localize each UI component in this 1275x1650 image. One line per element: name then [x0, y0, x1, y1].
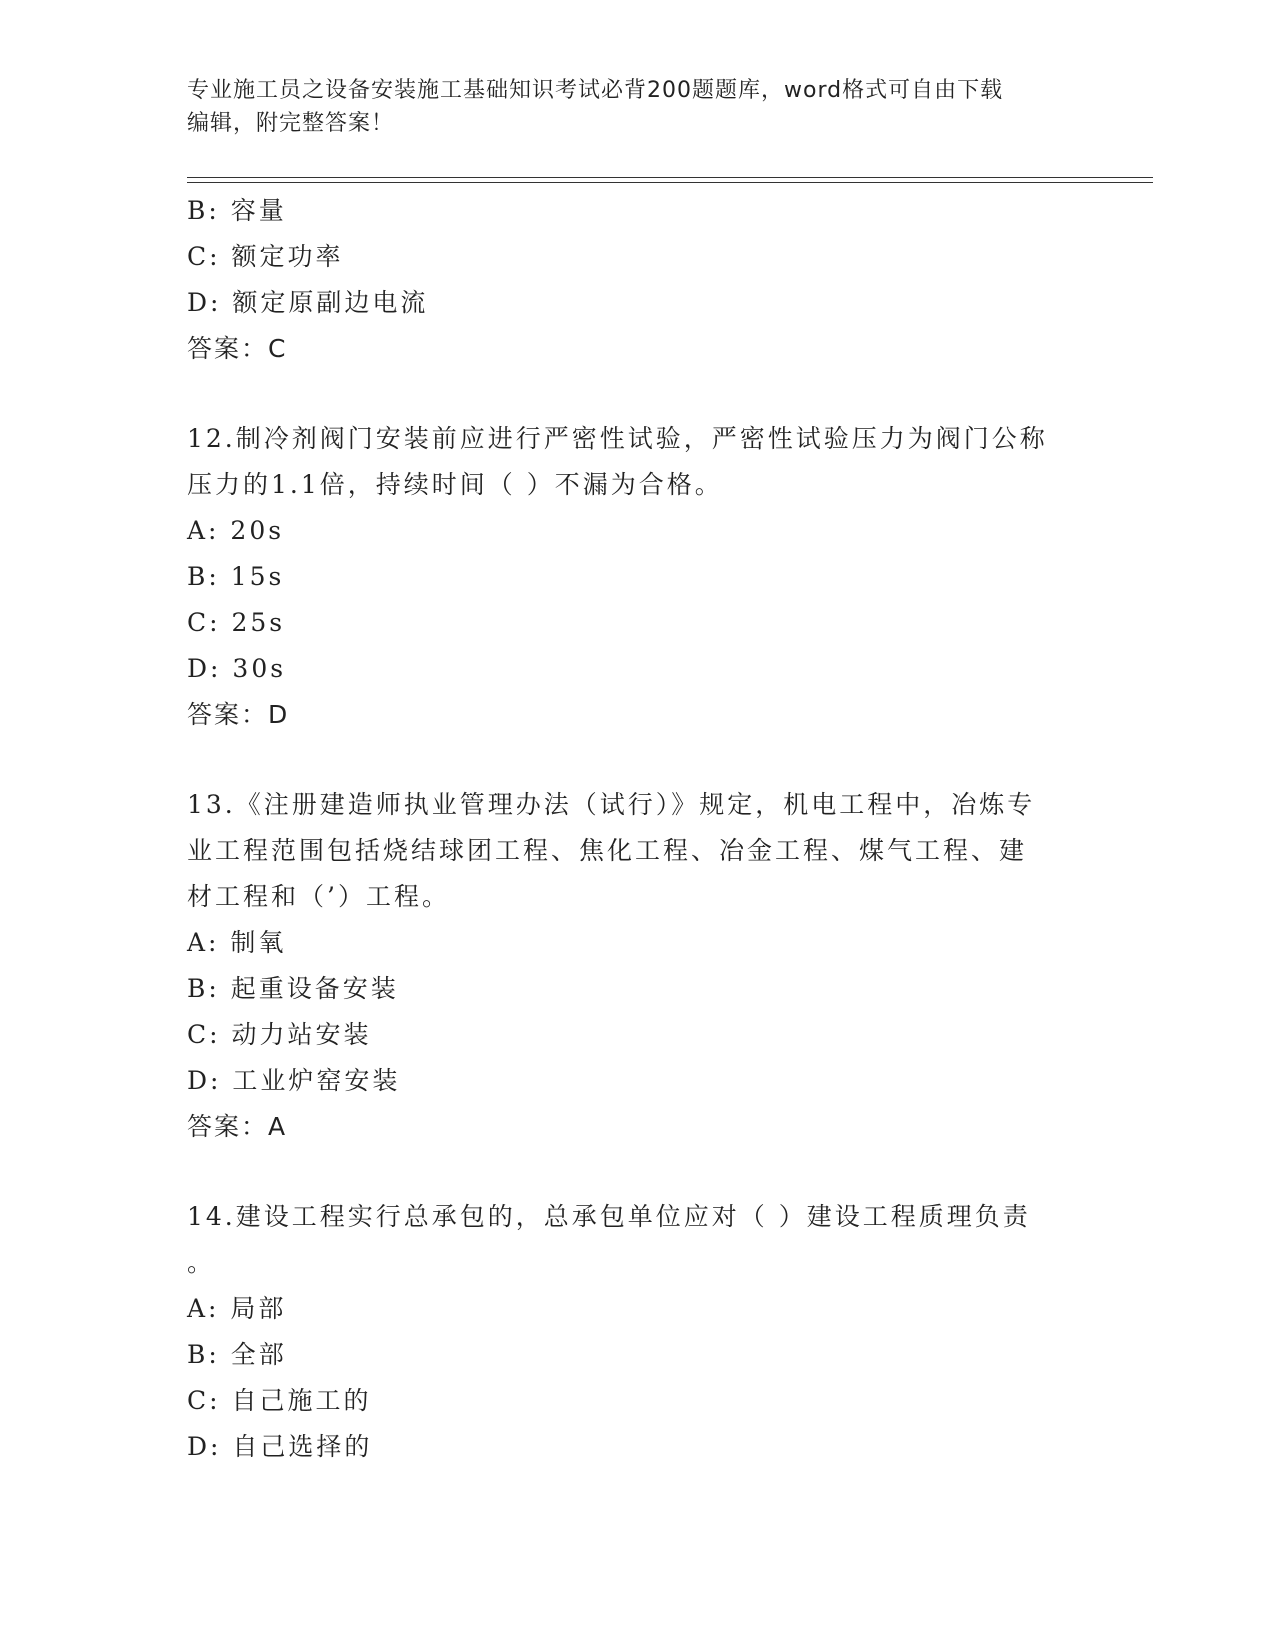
- option-a: A: 制氧: [187, 928, 287, 957]
- answer-line: 答案：A: [187, 1112, 288, 1141]
- option-c: C: 动力站安装: [187, 1020, 372, 1049]
- question-stem-line: 业工程范围包括烧结球团工程、焦化工程、冶金工程、煤气工程、建: [187, 836, 1028, 865]
- document-body: [187, 188, 1087, 1470]
- option-b: B: 容量: [187, 196, 287, 225]
- question-stem-line: 。: [187, 1248, 216, 1277]
- option-c: C: 自己施工的: [187, 1386, 372, 1415]
- question-11: [187, 188, 1087, 372]
- question-14: [187, 1194, 1087, 1470]
- page-header: [187, 74, 1067, 140]
- option-b: B: 起重设备安装: [187, 974, 399, 1003]
- answer-line: 答案：D: [187, 700, 290, 729]
- header-title-line-1: 专业施工员之设备安装施工基础知识考试必背200题题库，word格式可自由下载: [187, 78, 1004, 103]
- question-stem-line: 13.《注册建造师执业管理办法（试行）》规定，机电工程中，冶炼专: [187, 790, 1036, 819]
- option-a: A: 20s: [187, 516, 285, 545]
- question-13: [187, 782, 1087, 1150]
- question-stem-line: 材工程和（’）工程。: [187, 882, 450, 911]
- option-c: C: 25s: [187, 608, 286, 637]
- option-b: B: 15s: [187, 562, 285, 591]
- question-stem-line: 12.制冷剂阀门安装前应进行严密性试验，严密性试验压力为阀门公称: [187, 424, 1048, 453]
- header-rule-bottom: [187, 182, 1153, 183]
- option-d: D: 工业炉窑安装: [187, 1066, 401, 1095]
- option-d: D: 30s: [187, 654, 287, 683]
- question-12: [187, 416, 1087, 738]
- question-stem-line: 14.建设工程实行总承包的，总承包单位应对（ ）建设工程质理负责: [187, 1202, 1031, 1231]
- header-title-line-2: 编辑，附完整答案！: [187, 111, 395, 136]
- header-rule-top: [187, 177, 1153, 178]
- option-b: B: 全部: [187, 1340, 287, 1369]
- question-stem-line: 压力的1.1倍，持续时间（ ）不漏为合格。: [187, 470, 723, 499]
- option-d: D: 自己选择的: [187, 1432, 373, 1461]
- option-d: D: 额定原副边电流: [187, 288, 429, 317]
- option-c: C: 额定功率: [187, 242, 344, 271]
- option-a: A: 局部: [187, 1294, 287, 1323]
- answer-line: 答案：C: [187, 334, 288, 363]
